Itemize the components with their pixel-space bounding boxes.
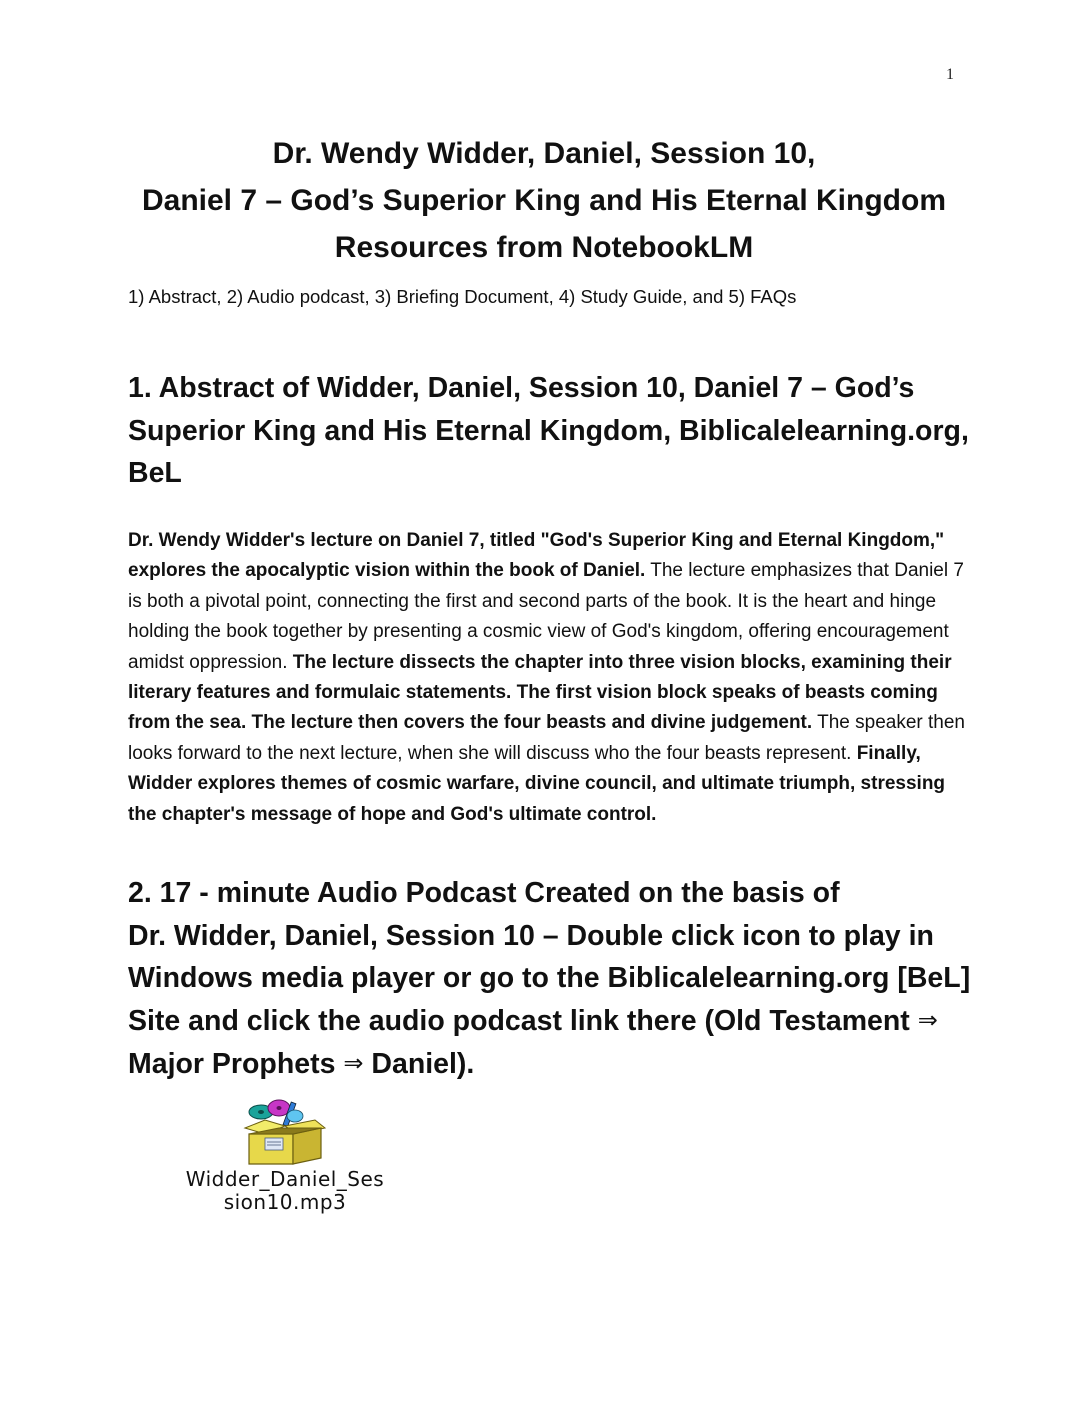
title-line-2: Daniel 7 – God’s Superior King and His Eternal Kingdom [141, 184, 946, 217]
podcast-heading-line-2: Dr. Widder, Daniel, Session 10 – Double click icon to play in [128, 919, 934, 952]
abstract-paragraph [128, 526, 968, 830]
abstract-heading [128, 367, 968, 495]
abstract-heading-line-2: Superior King and His Eternal Kingdom, Biblicalelearning.org, [128, 414, 969, 447]
abstract-text-4: The speaker then looks forward to the next lecture, when she will discuss who the four beasts represent. [128, 712, 965, 764]
podcast-heading-line-5 [128, 1043, 968, 1087]
audio-file-attachment[interactable] [130, 1098, 440, 1214]
title-line-1: Dr. Wendy Widder, Daniel, Session 10, [272, 137, 816, 170]
abstract-heading-line-1: 1. Abstract of Widder, Daniel, Session 10, Daniel 7 – God’s [128, 372, 915, 404]
abstract-bold-1: Dr. Wendy Widder's lecture on Daniel 7, titled "God's Superior King and Eternal Kingdom," explores the apocalyptic vision within the book of Daniel. [128, 530, 945, 582]
podcast-heading-line-4 [128, 1000, 968, 1044]
podcast-heading [128, 872, 971, 1087]
podcast-heading-line-1: 2. 17 - minute Audio Podcast Created on the basis of [128, 877, 840, 909]
abstract-bold-5: Finally, Widder explores themes of cosmic warfare, divine council, and ultimate triumph, stressing the chapter's message of hope and God's ultimate control. [128, 742, 946, 825]
right-arrow-icon: ⇒ [917, 1005, 938, 1034]
file-name-line-1: Widder_Daniel_Ses [185, 1167, 385, 1191]
page-number: 1 [946, 66, 954, 83]
podcast-line-5-text-a: Major Prophets [128, 1048, 344, 1080]
document-title [100, 130, 988, 271]
audio-file-name[interactable] [130, 1168, 440, 1214]
package-icon[interactable] [235, 1098, 335, 1166]
podcast-line-5-text-b: Daniel). [363, 1048, 475, 1080]
right-arrow-icon: ⇒ [343, 1049, 364, 1077]
contents-list: 1) Abstract, 2) Audio podcast, 3) Briefing Document, 4) Study Guide, and 5) FAQs [128, 286, 797, 307]
abstract-heading-line-3: BeL [128, 457, 182, 489]
abstract-text-2: The lecture emphasizes that Daniel 7 is both a pivotal point, connecting the first and second parts of the book. It is the heart and hinge holding the book together by presenting a cosmic view of God's kingdom, offering encouragement amidst oppression. [128, 560, 964, 673]
podcast-line-4-text: Site and click the audio podcast link there (Old Testament [128, 1004, 918, 1037]
podcast-heading-line-3: Windows media player or go to the Biblicalelearning.org [BeL] [128, 962, 971, 994]
file-name-line-2: sion10.mp3 [223, 1190, 347, 1214]
title-line-3: Resources from NotebookLM [334, 231, 754, 264]
abstract-bold-3: The lecture dissects the chapter into three vision blocks, examining their literary features and formulaic statements. The first vision block speaks of beasts coming from the sea. The lecture then covers the four beasts and divine judgement. [128, 651, 952, 734]
